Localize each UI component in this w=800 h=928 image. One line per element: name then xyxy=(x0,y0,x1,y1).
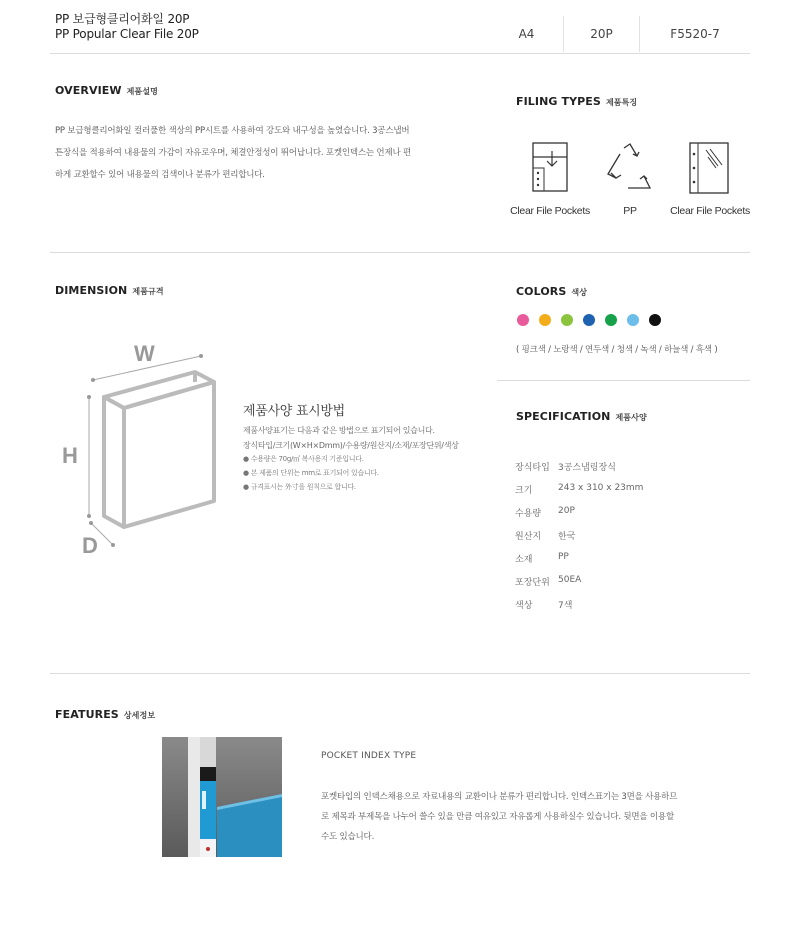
features-line: 포켓타입의 인덱스채용으로 자료내용의 교환이나 분류가 편리합니다. 인덱스표기는 3면을 사용하므 xyxy=(321,792,678,802)
binder-dimension-diagram xyxy=(60,335,230,564)
spec-key: 원산지 xyxy=(515,532,542,542)
overview-title: OVERVIEW 제품설명 xyxy=(55,84,158,97)
spec-key: 수용량 xyxy=(515,509,542,519)
specification-title: SPECIFICATION 제품사양 xyxy=(516,410,647,423)
divider xyxy=(50,673,750,674)
recycle-icon xyxy=(604,142,656,196)
spec-key: 크기 xyxy=(515,486,533,496)
spec-value: 243 x 310 x 23mm xyxy=(558,483,644,493)
spec-value: 7색 xyxy=(558,601,573,611)
color-swatch xyxy=(517,314,529,326)
spec-value: PP xyxy=(558,552,569,562)
spec-key: 소재 xyxy=(515,555,533,565)
divider xyxy=(497,380,750,381)
features-line: 수도 있습니다. xyxy=(321,832,375,842)
width-label: W xyxy=(134,341,155,366)
color-swatch xyxy=(627,314,639,326)
spec-method-line: 제품사양표기는 다음과 같은 방법으로 표기되어 있습니다. xyxy=(243,426,435,435)
color-swatch xyxy=(649,314,661,326)
pocket-index-photo xyxy=(162,737,282,857)
colors-title: COLORS 색상 xyxy=(516,285,588,298)
spec-key: 장식타입 xyxy=(515,463,550,473)
color-swatch xyxy=(539,314,551,326)
divider xyxy=(50,53,750,54)
features-title: FEATURES 상세정보 xyxy=(55,708,156,721)
color-swatch xyxy=(561,314,573,326)
filing-label: Clear File Pockets xyxy=(670,205,750,217)
features-text xyxy=(321,787,741,847)
clear-file-pocket-icon xyxy=(528,140,572,198)
product-title-ko: PP 보급형클리어화일 20P xyxy=(55,12,190,26)
filing-label: PP xyxy=(623,205,637,217)
filing-types-title: FILING TYPES 제품특징 xyxy=(516,95,638,108)
colors-caption: ( 핑크색 / 노랑색 / 연두색 / 청색 / 녹색 / 하늘색 / 흑색 ) xyxy=(516,345,718,355)
spec-value: 50EA xyxy=(558,575,582,585)
spec-note: ● 본 제품의 단위는 mm로 표기되어 있습니다. xyxy=(243,469,379,477)
color-swatch xyxy=(583,314,595,326)
header-pages: 20P xyxy=(563,16,639,52)
spec-method-heading: 제품사양 표시방법 xyxy=(243,404,345,419)
header-size: A4 xyxy=(518,27,535,41)
divider xyxy=(50,252,750,253)
spec-value: 3공스냅링장식 xyxy=(558,463,616,473)
features-line: 로 제목과 부제목을 나누어 쓸수 있을 만큼 여유있고 자유롭게 사용하실수 있습니다. 뒷면을 이용할 xyxy=(321,812,674,822)
overview-line: 튼장식을 적용하여 내용물의 가감이 자유로우며, 체결안정성이 뛰어납니다. 포켓인덱스는 언제나 편 xyxy=(55,148,411,158)
product-title-en: PP Popular Clear File 20P xyxy=(55,27,199,41)
header-code: F5520-7 xyxy=(639,16,750,52)
overview-text xyxy=(55,120,455,186)
spec-value: 한국 xyxy=(558,532,576,542)
dimension-title: DIMENSION 제품규격 xyxy=(55,284,164,297)
height-label: H xyxy=(62,443,78,468)
spec-key: 색상 xyxy=(515,601,533,611)
pocket-index-type-title: POCKET INDEX TYPE xyxy=(321,751,417,761)
spec-method-line: 장식타입/크기(W×H×Dmm)/수용량/원산지/소재/포장단위/색상 xyxy=(243,441,459,450)
spec-key: 포장단위 xyxy=(515,578,550,588)
filing-label: Clear File Pockets xyxy=(510,205,590,217)
spec-note: ● 수용량은 70g/㎡ 복사용지 기준입니다. xyxy=(243,455,364,463)
depth-label: D xyxy=(82,533,98,558)
overview-line: 하게 교환할수 있어 내용물의 검색이나 분류가 편리합니다. xyxy=(55,170,265,180)
clear-file-sheet-icon xyxy=(686,140,732,200)
color-swatch xyxy=(605,314,617,326)
spec-note: ● 규격표시는 外寸을 원칙으로 합니다. xyxy=(243,483,356,491)
overview-line: PP 보급형클리어화일 컬러풀한 색상의 PP시트를 사용하여 강도와 내구성을 높였습니다. 3공스냅버 xyxy=(55,126,410,136)
spec-value: 20P xyxy=(558,506,575,516)
